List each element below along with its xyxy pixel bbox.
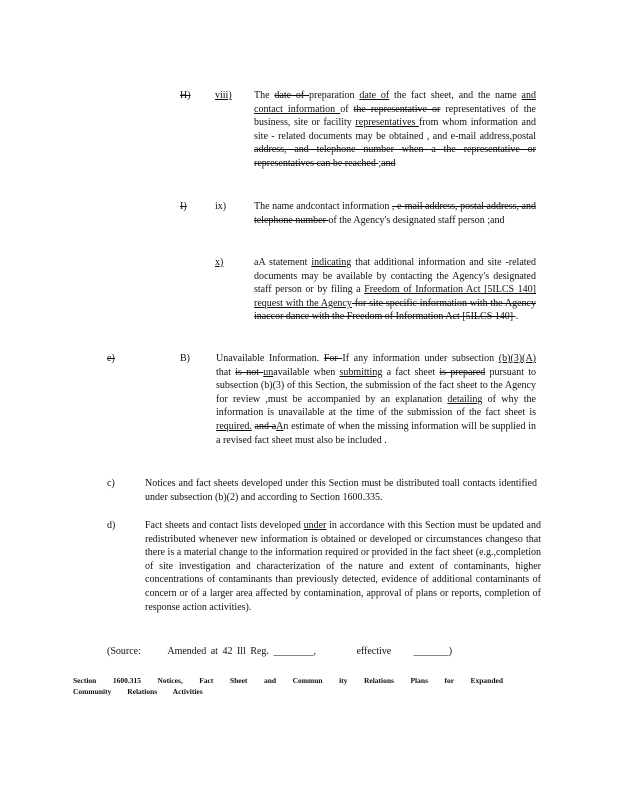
struck-text: the representative or [353, 103, 441, 115]
text-run: in accordance with this Section must be updated and redistributed whenever new information is obtained or developed or circumstances changeso that there is a material change to the information required or provided in the fact sheet (e.g.,completion of site investigation and characterization of the nature and extent of contaminants, higher concentrations of contaminants than previously detected, evidence of additional contaminants of concern or of a larger area affected by contamination, approval of plans or reports, completion of response action activities). [145, 520, 541, 613]
struck-text: is prepared [439, 366, 486, 378]
text-run: . [515, 311, 519, 323]
text-run: of why the information is unavailable at the time of the submission of the fact sheet is [216, 393, 536, 419]
inserted-text: submitting [339, 366, 383, 378]
inserted-text: indicating [311, 257, 352, 268]
struck-text: , e-mail address, postal address, and telephone number [254, 201, 536, 226]
inserted-text: required. [216, 420, 252, 432]
text-run: that additional information and site -related documents may be available by contacting the Agency's designated staff person or by filing a [254, 257, 536, 296]
struck-text: is not [235, 366, 264, 378]
text-run: a fact sheet [382, 366, 440, 378]
text-run: preparation [309, 90, 360, 101]
next-section-heading: Section 1600.315 Notices, Fact Sheet and Commun ity Relations Plans for Expanded Community Relations Activities [73, 676, 503, 696]
source-amended: Amended at 42 Ill Reg. [167, 646, 269, 657]
inserted-text: detailing [447, 393, 483, 405]
struck-text: For [323, 353, 343, 364]
struck-text: and [381, 157, 396, 169]
text-run: of [340, 103, 354, 115]
item-label-c: c) [107, 478, 115, 489]
inserted-text: Freedom of Information Act [5ILCS 140] request with the Agency [254, 284, 536, 309]
item-x-text [254, 256, 536, 324]
inserted-text: (b)(3)(A) [498, 353, 536, 364]
inserted-text: un [263, 366, 274, 378]
struck-text: and a [254, 420, 277, 432]
item-label-b: B) [180, 353, 190, 364]
item-label-viii: viii) [215, 90, 232, 101]
inserted-text: representatives [355, 117, 420, 129]
struck-text: for site specific information with the Agency inaccor dance with the Freedom of Information Act [5ILCS 140] [254, 297, 536, 323]
text-run: representatives of the business, site or facility [254, 103, 536, 129]
text-run: The [254, 90, 275, 101]
text-run: If any information under subsection [342, 353, 499, 364]
inserted-text: date of [359, 90, 390, 101]
item-label-d: d) [107, 520, 116, 531]
struck-text: address, and telephone number when a the representative or representatives can be reached [254, 144, 536, 169]
text-run: The name andcontact information [254, 201, 392, 212]
item-label-old-e: e) [107, 353, 115, 364]
inserted-text: and contact information [254, 90, 536, 115]
text-run: n estimate of when the missing information will be supplied in a revised fact sheet must also be included . [216, 420, 536, 446]
item-ix-text [254, 200, 536, 227]
item-c-text: Notices and fact sheets developed under this Section must be distributed toall contacts identified under subsection (b)(2) and according to Section 1600.335. [145, 478, 537, 503]
text-run: aA statement [254, 257, 312, 268]
source-note [107, 645, 452, 659]
text-run: pursuant to subsection (b)(3) of this Section, the submission of the fact sheet to the Agency for review ,must be accompanied by an explanation [216, 366, 537, 405]
item-label-old-h: H) [180, 90, 191, 101]
text-run: the name [478, 90, 522, 101]
text-run: the fact sheet, and [389, 90, 478, 101]
item-d-text [145, 519, 541, 614]
text-run: Unavailable Information. [216, 353, 324, 364]
unavailable-information-text [216, 352, 536, 447]
source-blank-2: _______) [413, 646, 453, 657]
text-run: ; [378, 157, 382, 169]
text-run: of the Agency's designated staff person ;and [328, 214, 505, 226]
item-label-ix: ix) [215, 201, 227, 212]
text-run: from whom information and site - related documents may be obtained , and e-mail address,postal [254, 117, 536, 142]
item-label-old-i: I) [180, 201, 187, 212]
inserted-text: A [276, 420, 284, 432]
text-run: Fact sheets and contact lists developed [145, 520, 304, 531]
source-lead: (Source: [107, 646, 141, 657]
text-run: that [216, 366, 236, 378]
inserted-text: under [303, 520, 327, 531]
item-label-x: x) [215, 257, 224, 268]
text-run: available when [273, 366, 340, 378]
source-effective: effective [356, 646, 392, 657]
item-viii-text [254, 89, 536, 171]
source-blank-1: ________, [273, 646, 316, 657]
struck-text: date of [274, 90, 310, 101]
